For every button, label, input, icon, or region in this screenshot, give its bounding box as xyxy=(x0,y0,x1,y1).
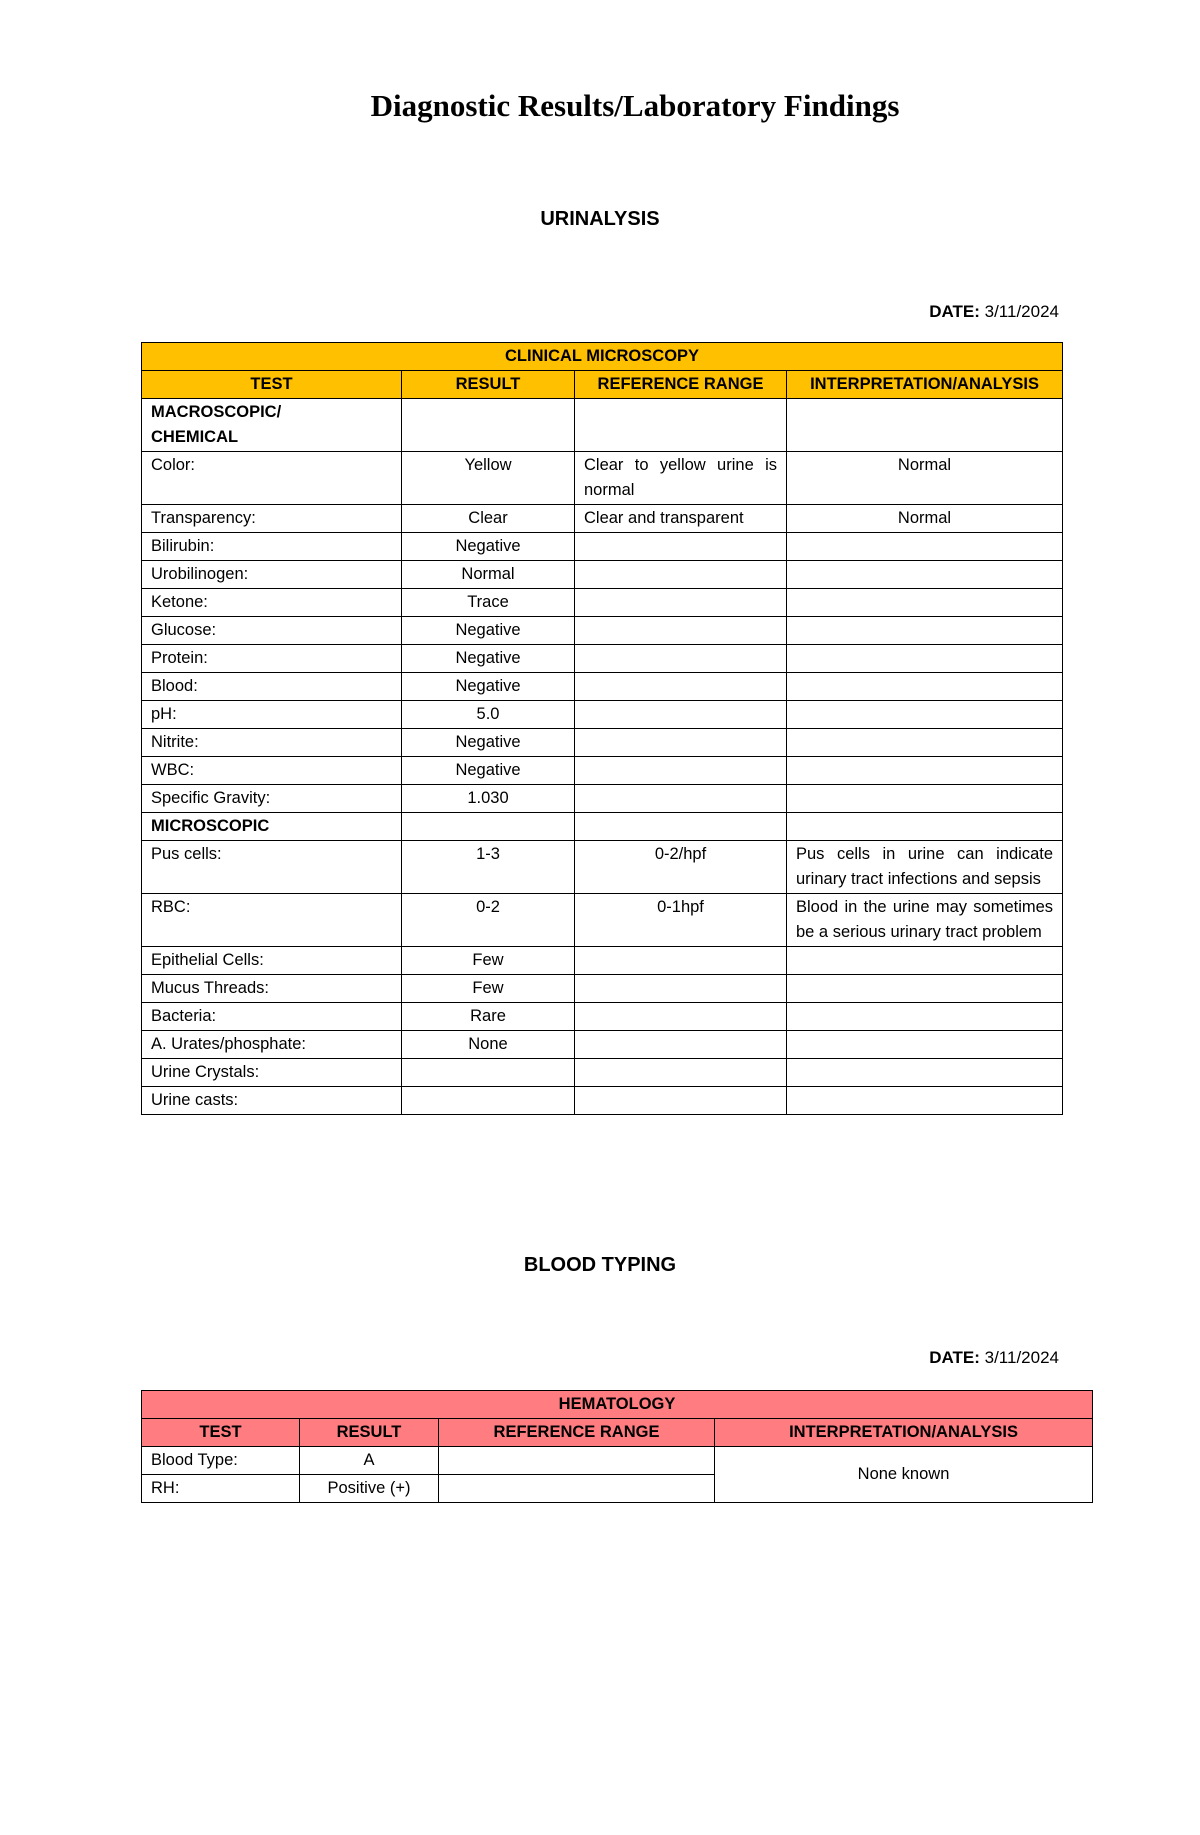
table-title: HEMATOLOGY xyxy=(142,1391,1093,1419)
result-cell: 1.030 xyxy=(402,785,575,813)
interpretation-cell xyxy=(787,701,1063,729)
result-cell: Positive (+) xyxy=(300,1475,439,1503)
interpretation-cell xyxy=(787,673,1063,701)
col-header-result: RESULT xyxy=(402,371,575,399)
result-cell: Few xyxy=(402,947,575,975)
result-cell: A xyxy=(300,1447,439,1475)
test-cell: Specific Gravity: xyxy=(142,785,402,813)
table-row xyxy=(142,785,1063,813)
table-row xyxy=(142,533,1063,561)
table-row xyxy=(142,1003,1063,1031)
table-row xyxy=(142,617,1063,645)
urinalysis-date xyxy=(929,302,1059,322)
test-cell: Epithelial Cells: xyxy=(142,947,402,975)
interpretation-cell: Blood in the urine may sometimes be a serious urinary tract problem xyxy=(787,894,1063,947)
table-row xyxy=(142,975,1063,1003)
interpretation-cell xyxy=(787,729,1063,757)
test-cell: Bilirubin: xyxy=(142,533,402,561)
interpretation-cell xyxy=(787,533,1063,561)
result-cell: 0-2 xyxy=(402,894,575,947)
urinalysis-title: URINALYSIS xyxy=(540,208,660,230)
reference-cell xyxy=(575,975,787,1003)
table-row xyxy=(142,701,1063,729)
table-row xyxy=(142,757,1063,785)
reference-cell xyxy=(575,673,787,701)
interpretation-cell xyxy=(787,785,1063,813)
result-cell: Few xyxy=(402,975,575,1003)
table-row xyxy=(142,452,1063,505)
test-cell: Glucose: xyxy=(142,617,402,645)
test-cell: RH: xyxy=(142,1475,300,1503)
result-cell: Negative xyxy=(402,729,575,757)
test-cell: Urine Crystals: xyxy=(142,1059,402,1087)
test-cell: Urine casts: xyxy=(142,1087,402,1115)
col-header-interpretation: INTERPRETATION/ANALYSIS xyxy=(715,1419,1093,1447)
interpretation-cell xyxy=(787,561,1063,589)
reference-cell xyxy=(575,947,787,975)
reference-cell xyxy=(575,785,787,813)
reference-cell xyxy=(575,1031,787,1059)
result-cell: Negative xyxy=(402,533,575,561)
col-header-reference: REFERENCE RANGE xyxy=(439,1419,715,1447)
test-cell: A. Urates/phosphate: xyxy=(142,1031,402,1059)
reference-cell xyxy=(575,701,787,729)
result-cell: None xyxy=(402,1031,575,1059)
interpretation-cell xyxy=(787,757,1063,785)
table-row xyxy=(142,1447,1093,1475)
reference-cell xyxy=(439,1475,715,1503)
table-row xyxy=(142,505,1063,533)
reference-cell: 0-2/hpf xyxy=(575,841,787,894)
col-header-test: TEST xyxy=(142,1419,300,1447)
reference-cell xyxy=(575,533,787,561)
date-value: 3/11/2024 xyxy=(984,302,1059,321)
test-cell: Mucus Threads: xyxy=(142,975,402,1003)
macroscopic-subhead: MACROSCOPIC/ CHEMICAL xyxy=(142,399,402,452)
result-cell: Trace xyxy=(402,589,575,617)
interpretation-cell xyxy=(787,1087,1063,1115)
test-cell: Protein: xyxy=(142,645,402,673)
interpretation-cell xyxy=(787,589,1063,617)
reference-cell xyxy=(575,1003,787,1031)
interpretation-cell xyxy=(787,975,1063,1003)
result-cell: Negative xyxy=(402,757,575,785)
table-title: CLINICAL MICROSCOPY xyxy=(142,343,1063,371)
table-row xyxy=(142,1059,1063,1087)
reference-cell xyxy=(575,1059,787,1087)
test-cell: Nitrite: xyxy=(142,729,402,757)
interpretation-cell: Normal xyxy=(787,452,1063,505)
page-title: Diagnostic Results/Laboratory Findings xyxy=(370,88,900,123)
interpretation-cell xyxy=(787,1003,1063,1031)
blood-typing-title: BLOOD TYPING xyxy=(523,1254,677,1276)
test-cell: Bacteria: xyxy=(142,1003,402,1031)
table-row xyxy=(142,645,1063,673)
result-cell: Clear xyxy=(402,505,575,533)
reference-cell xyxy=(575,729,787,757)
reference-cell xyxy=(575,617,787,645)
hematology-table xyxy=(141,1390,1093,1503)
result-cell: 1-3 xyxy=(402,841,575,894)
table-row xyxy=(142,729,1063,757)
reference-cell: Clear to yellow urine is normal xyxy=(575,452,787,505)
reference-cell xyxy=(575,645,787,673)
test-cell: Ketone: xyxy=(142,589,402,617)
microscopic-subhead: MICROSCOPIC xyxy=(142,813,402,841)
test-cell: Transparency: xyxy=(142,505,402,533)
result-cell: Normal xyxy=(402,561,575,589)
interpretation-cell xyxy=(787,1059,1063,1087)
table-row xyxy=(142,561,1063,589)
test-cell: Pus cells: xyxy=(142,841,402,894)
test-cell: Blood: xyxy=(142,673,402,701)
result-cell: Negative xyxy=(402,617,575,645)
date-value: 3/11/2024 xyxy=(984,1348,1059,1367)
table-row xyxy=(142,1031,1063,1059)
reference-cell xyxy=(575,757,787,785)
date-label: DATE: xyxy=(929,302,980,321)
test-cell: Urobilinogen: xyxy=(142,561,402,589)
result-cell xyxy=(402,1059,575,1087)
reference-cell xyxy=(575,1087,787,1115)
test-cell: pH: xyxy=(142,701,402,729)
test-cell: RBC: xyxy=(142,894,402,947)
table-row xyxy=(142,589,1063,617)
reference-cell: Clear and transparent xyxy=(575,505,787,533)
interpretation-cell: None known xyxy=(715,1447,1093,1503)
reference-cell xyxy=(575,589,787,617)
interpretation-cell: Pus cells in urine can indicate urinary tract infections and sepsis xyxy=(787,841,1063,894)
table-row xyxy=(142,894,1063,947)
macroscopic-rows xyxy=(142,452,1063,813)
result-cell: Yellow xyxy=(402,452,575,505)
result-cell: Negative xyxy=(402,673,575,701)
col-header-test: TEST xyxy=(142,371,402,399)
col-header-result: RESULT xyxy=(300,1419,439,1447)
table-row xyxy=(142,1087,1063,1115)
reference-cell xyxy=(575,561,787,589)
test-cell: Color: xyxy=(142,452,402,505)
result-cell: Rare xyxy=(402,1003,575,1031)
result-cell xyxy=(402,1087,575,1115)
blood-typing-date xyxy=(929,1348,1059,1368)
reference-cell: 0-1hpf xyxy=(575,894,787,947)
test-cell: Blood Type: xyxy=(142,1447,300,1475)
col-header-interpretation: INTERPRETATION/ANALYSIS xyxy=(787,371,1063,399)
result-cell: 5.0 xyxy=(402,701,575,729)
interpretation-cell xyxy=(787,947,1063,975)
reference-cell xyxy=(439,1447,715,1475)
date-label: DATE: xyxy=(929,1348,980,1367)
clinical-microscopy-table xyxy=(141,342,1063,1115)
interpretation-cell: Normal xyxy=(787,505,1063,533)
test-cell: WBC: xyxy=(142,757,402,785)
table-row xyxy=(142,947,1063,975)
table-row xyxy=(142,673,1063,701)
interpretation-cell xyxy=(787,645,1063,673)
interpretation-cell xyxy=(787,1031,1063,1059)
col-header-reference: REFERENCE RANGE xyxy=(575,371,787,399)
interpretation-cell xyxy=(787,617,1063,645)
result-cell: Negative xyxy=(402,645,575,673)
microscopic-rows xyxy=(142,841,1063,1115)
table-row xyxy=(142,841,1063,894)
